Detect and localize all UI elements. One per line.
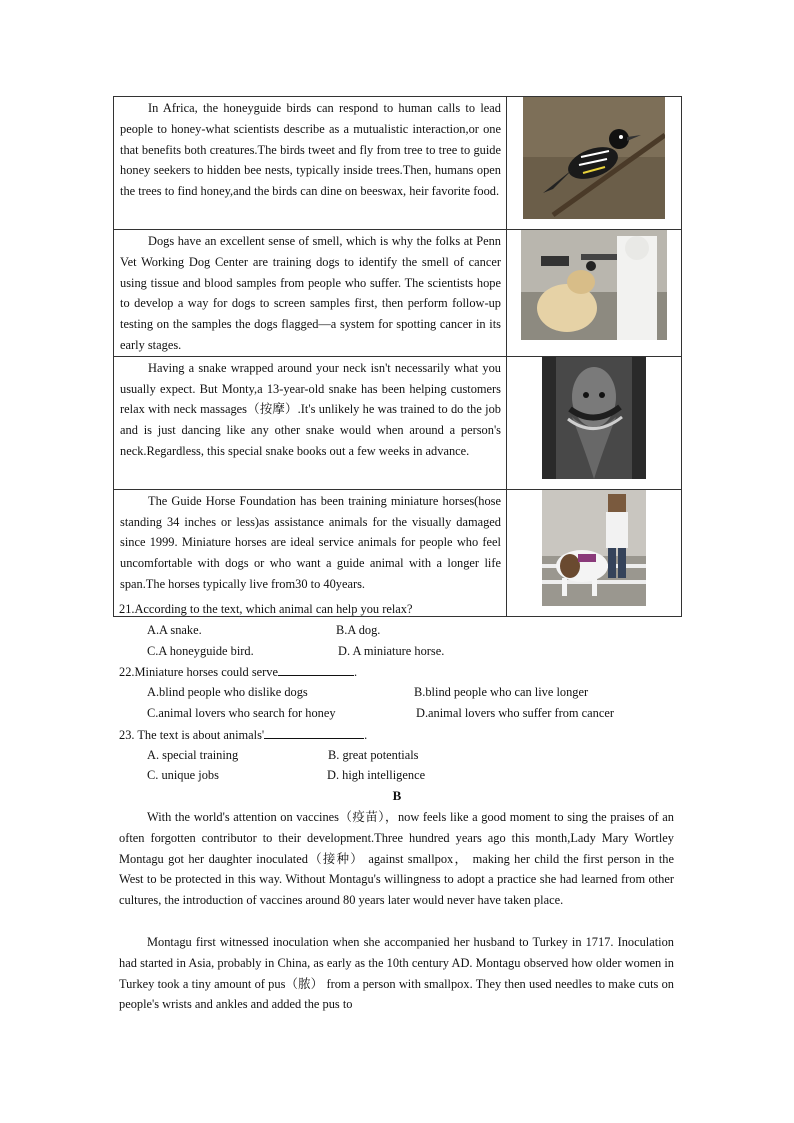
question-21-option-d: D. A miniature horse.	[338, 644, 445, 658]
question-21-option-b: B.A dog.	[336, 623, 381, 637]
guide-horse-text: The Guide Horse Foundation has been training miniature horses(hose standing 34 inches or less)as assistance animals for the visually damaged since 1999. Miniature horses are ideal service animals for people who feel uncomfortable with dogs or who want a guide animal with a longer life span.The horses typically live from30 to 40years.	[120, 493, 501, 591]
section-b-paragraph-1: With the world's attention on vaccines（疫苗），now feels like a good moment to sing the praises of an often forgotten contributor to their development.Three hundred years ago this month,Lady Mary Wortley Montagu got her daughter inoculated（接种） against smallpox， making her child the first person in the West to be protected in this way. Without Montagu's willingness to adopt a practice she had learned from other cultures, the introduction of vaccines around 80 years later would never have taken place.	[119, 810, 674, 908]
answer-blank	[264, 724, 364, 739]
question-22-option-c: C.animal lovers who search for honey	[147, 706, 336, 720]
dog-cancer-text: Dogs have an excellent sense of smell, which is why the folks at Penn Vet Working Dog Center are training dogs to identify the smell of cancer using tissue and blood samples from people who suffer. The scientists hope to develop a way for dogs to screen samples first, then perform follow-up testing on the samples the dogs flagged—a system for spotting cancer in its early stages.	[120, 234, 501, 352]
question-23-option-d: D. high intelligence	[327, 768, 426, 782]
question-23-stem: 23. The text is about animals'	[119, 728, 265, 742]
answer-blank	[278, 661, 354, 676]
question-23-option-b: B. great potentials	[328, 748, 419, 762]
honeyguide-text: In Africa, the honeyguide birds can respond to human calls to lead people to honey-what scientists describe as a mutualistic interaction,or one that benefits both creatures.The birds tweet and fly from tree to tree to guide honey seekers to hidden bee nests, typically inside trees.Then, humans open the trees to find honey,and the birds can dine on beeswax, heir favorite food.	[120, 101, 501, 199]
reading-table	[113, 96, 682, 617]
question-23	[119, 724, 367, 746]
section-b-title: B	[392, 788, 402, 803]
question-21-option-a: A.A snake.	[147, 623, 202, 637]
question-21-option-c: C.A honeyguide bird.	[147, 644, 254, 658]
question-23-option-c: C. unique jobs	[147, 768, 219, 782]
question-22	[119, 661, 357, 683]
snake-massage-photo	[542, 357, 646, 484]
question-22-stem: 22.Miniature horses could serve	[119, 665, 278, 679]
question-22-option-a: A.blind people who dislike dogs	[147, 685, 308, 699]
question-22-option-b: B.blind people who can live longer	[414, 685, 589, 699]
snake-massage-text: Having a snake wrapped around your neck isn't necessarily what you usually expect. But Monty,a 13-year-old snake has been helping customers relax with neck massages（按摩）.It's unlikely he was trained to do the job and is just dancing like any other snake would when around a person's neck.Regardless, this special snake books out a few weeks in advance.	[120, 360, 501, 458]
table-row	[114, 230, 682, 357]
table-row	[114, 489, 682, 616]
dog-training-photo	[521, 230, 667, 345]
honeyguide-bird-photo	[523, 97, 665, 224]
table-row	[114, 97, 682, 230]
question-21-stem: 21.According to the text, which animal can help you relax?	[119, 602, 413, 616]
question-23-option-a: A. special training	[147, 748, 239, 762]
guide-horse-photo	[542, 490, 646, 611]
table-row	[114, 356, 682, 489]
question-22-end: .	[353, 665, 358, 679]
question-23-end: .	[364, 728, 368, 742]
question-22-option-d: D.animal lovers who suffer from cancer	[416, 706, 614, 720]
section-b-paragraph-2: Montagu first witnessed inoculation when she accompanied her husband to Turkey in 1717. Inoculation had started in Asia, probably in China, as early as the 10th century AD. Montagu observed how older women in Turkey took a tiny amount of pus（脓） from a person with smallpox. They then used needles to make cuts on people's wrists and ankles and added the pus to	[119, 935, 674, 1012]
